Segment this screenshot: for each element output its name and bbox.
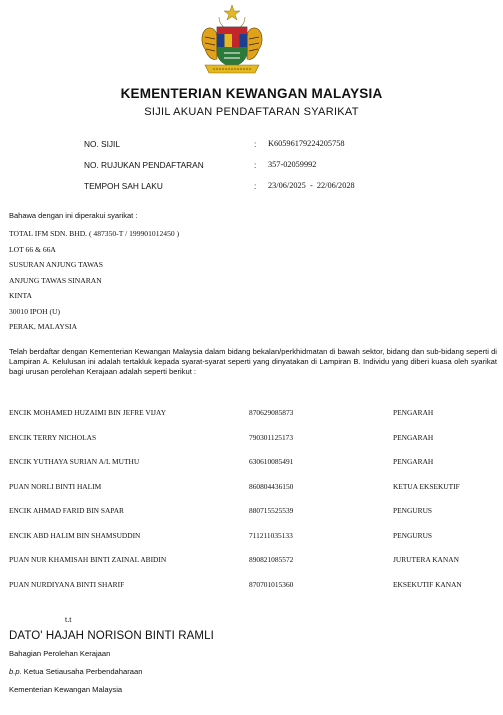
person-ic: 860804436150	[249, 481, 294, 491]
list-item	[9, 433, 499, 458]
person-name: ENCIK YUTHAYA SURIAN A/L MUTHU	[9, 457, 140, 466]
detail-colon: :	[254, 181, 257, 191]
person-ic: 890821085572	[249, 555, 294, 564]
detail-row	[84, 181, 484, 202]
detail-label: NO. RUJUKAN PENDAFTARAN	[84, 160, 204, 170]
person-ic: 790301125173	[249, 432, 294, 442]
person-name: PUAN NORLI BINTI HALIM	[9, 481, 102, 491]
person-name: ENCIK TERRY NICHOLAS	[9, 432, 97, 442]
person-ic: 711211035133	[249, 530, 293, 540]
detail-row	[84, 139, 484, 160]
ministry-title: KEMENTERIAN KEWANGAN MALAYSIA	[120, 86, 383, 101]
signatory-department: Bahagian Perolehan Kerajaan	[9, 649, 111, 658]
company-name: TOTAL IFM SDN. BHD. ( 487350-T / 199901012450 )	[9, 229, 180, 238]
person-role: PENGARAH	[393, 457, 434, 466]
validity-period: 23/06/2025 - 22/06/2028	[268, 181, 355, 190]
list-item	[9, 457, 499, 482]
person-ic: 870701015360	[249, 579, 294, 589]
detail-label: TEMPOH SAH LAKU	[84, 181, 163, 191]
registration-statement: Telah berdaftar dengan Kementerian Kewangan Malaysia dalam bidang bekalan/perkhidmatan di bawah sektor, bidang dan sub-bidang seperti di Lampiran A. Kelulusan ini adalah tertakluk kepada syarat-syarat seperti yang dinyatakan di Lampiran B. Individu yang diberi kuasa oleh syarikat bagi urusan perolehan Kerajaan adalah seperti berikut :	[9, 347, 497, 376]
list-item	[9, 408, 499, 433]
address-line: KINTA	[9, 291, 33, 300]
person-role: JURUTERA KANAN	[393, 555, 459, 564]
person-name: ENCIK MOHAMED HUZAIMI BIN JEFRE VIJAY	[9, 408, 167, 417]
malaysia-coat-of-arms-icon	[199, 3, 265, 77]
person-ic: 880715525539	[249, 506, 294, 515]
person-role: PENGARAH	[393, 432, 434, 442]
address-line: ANJUNG TAWAS SINARAN	[9, 275, 102, 285]
person-name: ENCIK AHMAD FARID BIN SAPAR	[9, 506, 124, 515]
list-item	[9, 482, 499, 507]
signatory-ministry: Kementerian Kewangan Malaysia	[9, 685, 123, 694]
certificate-number: K60596179224205758	[268, 139, 345, 148]
list-item	[9, 580, 499, 605]
signatory-title	[9, 667, 142, 676]
signature-mark: t.t	[65, 615, 72, 624]
company-address	[9, 229, 179, 338]
list-item	[9, 555, 499, 580]
certificate-details	[84, 139, 484, 202]
certificate-title: SIJIL AKUAN PENDAFTARAN SYARIKAT	[144, 106, 359, 118]
person-name: PUAN NURDIYANA BINTI SHARIF	[9, 579, 125, 589]
detail-colon: :	[254, 160, 257, 170]
authorized-persons-list	[9, 408, 499, 604]
address-line: 30010 IPOH (U)	[9, 306, 61, 316]
person-role: PENGARAH	[393, 408, 434, 417]
person-role: KETUA EKSEKUTIF	[393, 481, 460, 491]
intro-text: Bahawa dengan ini diperakui syarikat :	[9, 211, 138, 220]
signatory-name: DATO' HAJAH NORISON BINTI RAMLI	[9, 630, 214, 642]
address-line: PERAK, MALAYSIA	[9, 322, 78, 331]
list-item	[9, 506, 499, 531]
person-role: PENGURUS	[393, 506, 433, 515]
person-name: PUAN NUR KHAMISAH BINTI ZAINAL ABIDIN	[9, 555, 167, 564]
person-ic: 630610085491	[249, 457, 294, 466]
list-item	[9, 531, 499, 556]
detail-row	[84, 160, 484, 181]
person-role: PENGURUS	[393, 530, 433, 540]
registration-reference: 357-02059992	[268, 160, 317, 169]
signatory-title-text: Ketua Setiausaha Perbendaharaan	[21, 667, 143, 676]
address-line: LOT 66 & 66A	[9, 244, 56, 254]
person-name: ENCIK ABD HALIM BIN SHAMSUDDIN	[9, 530, 141, 540]
on-behalf-prefix: b.p.	[9, 667, 22, 676]
detail-colon: :	[254, 139, 257, 149]
address-line: SUSURAN ANJUNG TAWAS	[9, 260, 104, 269]
person-ic: 870629085873	[249, 408, 294, 417]
person-role: EKSEKUTIF KANAN	[393, 579, 462, 589]
detail-label: NO. SIJIL	[84, 139, 120, 149]
